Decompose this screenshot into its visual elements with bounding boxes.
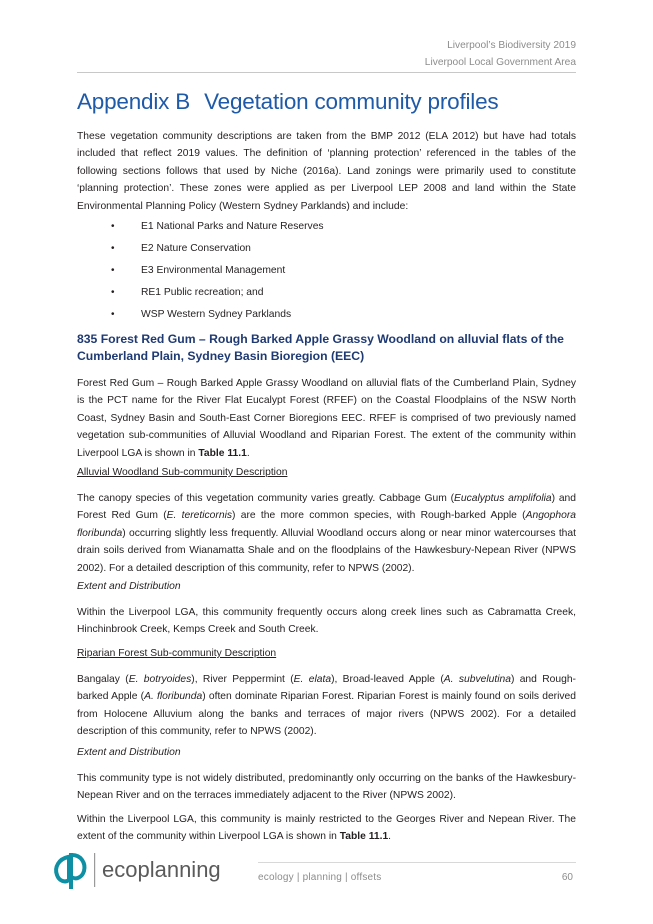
appendix-title: Vegetation community profiles — [204, 89, 499, 114]
bullet-icon: • — [111, 221, 115, 232]
species-name: Eucalyptus amplifolia — [454, 493, 552, 504]
alluvial-extent-paragraph: Within the Liverpool LGA, this community frequently occurs along creek lines such as Cabramatta Creek, Hinchinbrook Creek, Kemps Creek and South Creek. — [77, 607, 576, 636]
community-overview-paragraph: Forest Red Gum – Rough Barked Apple Grassy Woodland on alluvial flats of the Cumberland Plain, Sydney is the PCT name for the River Flat Eucalypt Forest (RFEF) on the Coastal Floodplains of the NSW North Coast, Sydney Basin and South-East Corner Bioregions EEC. RFEF is comprised of two previously named vegetation sub-communities of Alluvial Woodland and Riparian Forest. The extent of the community within Liverpool LGA is shown in Table 11.1. — [77, 378, 576, 459]
header-report-title: Liverpool’s Biodiversity 2019 — [447, 40, 576, 51]
intro-paragraph: These vegetation community descriptions are taken from the BMP 2012 (ELA 2012) but have had totals included that reflect 2019 values. The definition of ‘planning protection’ referenced in the tables of the following sections follows that used by Niche (2016a). Land zonings were primarily used to constitute ‘planning protection’. These zones were applied as per Liverpool LEP 2008 and land within the State Environmental Planning Policy (Western Sydney Parklands) and include: — [77, 131, 576, 212]
riparian-extent-paragraph: This community type is not widely distributed, predominantly only occurring on the banks of the Hawkesbury-Nepean River and on the terraces immediately adjacent to the River (NPWS 2002). — [77, 773, 576, 802]
alluvial-paragraph: The canopy species of this vegetation community varies greatly. Cabbage Gum (Eucalyptus amplifolia) and Forest Red Gum (E. tereticornis) are the more common species, with Rough-barked Apple (Angophora floribunda) occurring slightly less frequently. Alluvial Woodland occurs along or near minor watercourses that drain soils derived from Wianamatta Shale and on the floodplains of the Hawkesbury-Nepean River (NPWS 2002). For a detailed description of this community, refer to NPWS (2002). — [77, 493, 576, 574]
species-name: Angophora floribunda — [77, 510, 576, 539]
alluvial-extent-heading: Extent and Distribution — [77, 581, 181, 592]
section-heading: 835 Forest Red Gum – Rough Barked Apple Grassy Woodland on alluvial flats of the Cumberland Plain, Sydney Basin Bioregion (EEC) — [77, 332, 564, 364]
species-name: E. elata — [293, 674, 332, 685]
ecoplanning-logo — [50, 847, 240, 893]
page-title — [77, 89, 498, 115]
logo-divider — [94, 853, 95, 887]
alluvial-heading: Alluvial Woodland Sub-community Description — [77, 467, 288, 478]
riparian-paragraph: Bangalay (E. botryoides), River Peppermint (E. elata), Broad-leaved Apple (A. subvelutina) and Rough-barked Apple (A. floribunda) often dominate Riparian Forest. Riparian Forest is mainly found on soils derived from Holocene Alluvium along the banks and terraces of major rivers (NPWS 2002). For a detailed description of this community, refer to NPWS (2002). — [77, 674, 576, 738]
riparian-heading: Riparian Forest Sub-community Description — [77, 648, 277, 659]
appendix-label: Appendix B — [77, 89, 191, 114]
species-name: E. botryoides — [128, 674, 192, 685]
footer-tagline: ecology | planning | offsets — [258, 872, 382, 883]
bullet-icon: • — [111, 265, 115, 276]
table-reference: Table 11.1 — [339, 831, 389, 843]
species-name: A. subvelutina — [443, 674, 511, 685]
bullet-icon: • — [111, 243, 115, 254]
species-name: A. floribunda — [144, 691, 203, 703]
page-number: 60 — [561, 872, 573, 883]
riparian-extent-heading: Extent and Distribution — [77, 747, 181, 758]
bullet-icon: • — [111, 309, 115, 320]
running-header — [425, 37, 576, 71]
bullet-icon: • — [111, 287, 115, 298]
species-name: E. tereticornis — [166, 510, 233, 522]
riparian-final-paragraph: Within the Liverpool LGA, this community is mainly restricted to the Georges River and Nepean River. The extent of the community within Liverpool LGA is shown in Table 11.1. — [77, 814, 576, 843]
header-divider — [77, 72, 576, 73]
leaf-icon — [56, 853, 84, 889]
header-area: Liverpool Local Government Area — [424, 57, 576, 68]
table-reference: Table 11.1 — [198, 447, 247, 459]
footer-divider — [258, 862, 576, 863]
brand-name: ecoplanning — [102, 857, 221, 882]
